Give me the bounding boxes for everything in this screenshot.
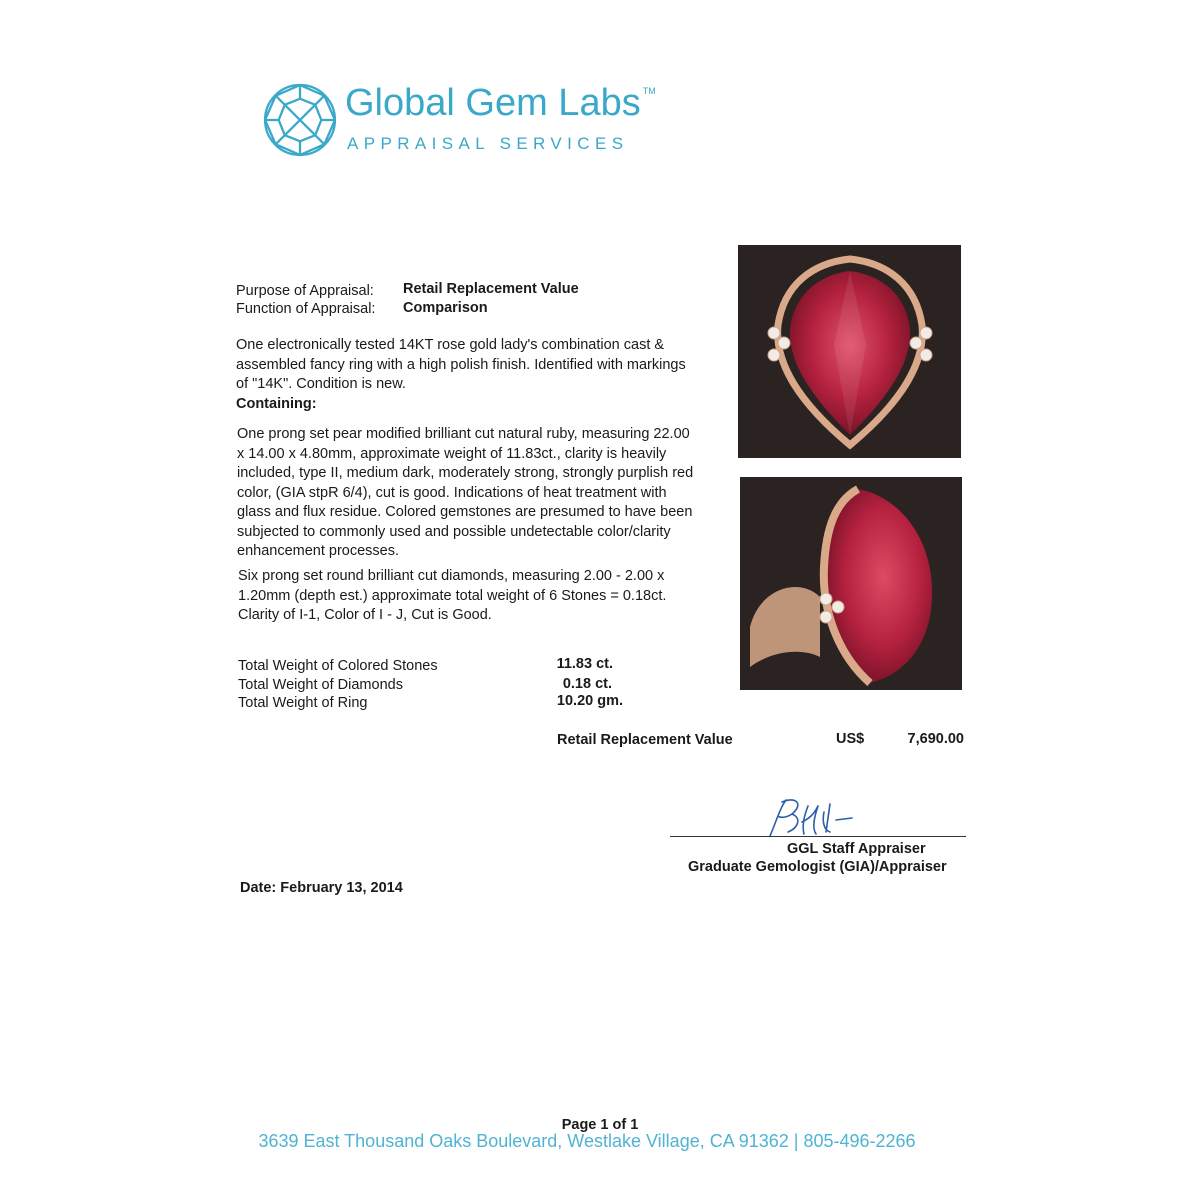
ruby-line: One prong set pear modified brilliant cut natural ruby, measuring 22.00: [237, 426, 690, 442]
ruby-description: [237, 425, 737, 562]
replacement-amount: 7,690.00: [907, 731, 964, 747]
function-value: Comparison: [403, 300, 488, 316]
brand-name: Global Gem Labs ™: [345, 82, 656, 124]
brand-subtitle: APPRAISAL SERVICES: [347, 134, 629, 153]
trademark-mark: TM: [642, 86, 656, 96]
ruby-line: subjected to commonly used and possible undetectable color/clarity: [237, 523, 671, 540]
signature-line: [670, 836, 966, 837]
ruby-line: color, (GIA stpR 6/4), cut is good. Indications of heat treatment with: [237, 484, 667, 501]
description-line: of "14K". Condition is new.: [236, 376, 406, 392]
ring-description: [236, 336, 736, 414]
total-diamonds-value: 0.18 ct.: [562, 676, 612, 692]
replacement-currency: US$: [836, 731, 865, 747]
description-line: assembled fancy ring with a high polish finish. Identified with markings: [236, 356, 686, 373]
diamond-line: Six prong set round brilliant cut diamonds, measuring 2.00 - 2.00 x: [238, 568, 665, 584]
replacement-value-label: Retail Replacement Value: [557, 732, 733, 748]
handwritten-signature: [752, 792, 862, 842]
ruby-line: enhancement processes.: [237, 543, 400, 559]
ring-photo-top-view: [738, 245, 961, 458]
total-diamonds-label: Total Weight of Diamonds: [238, 677, 403, 693]
footer-address: 3639 East Thousand Oaks Boulevard, Westlake Village, CA 91362 | 805-496-2266: [258, 1131, 916, 1151]
total-colored-stones-value: 11.83 ct.: [556, 656, 613, 672]
ruby-line: x 14.00 x 4.80mm, approximate weight of 11.83ct., clarity is heavily: [237, 445, 667, 462]
ring-side-view-image: [740, 477, 962, 690]
appraisal-date: Date: February 13, 2014: [240, 880, 403, 896]
total-colored-stones-label: Total Weight of Colored Stones: [238, 658, 438, 674]
ruby-line: glass and flux residue. Colored gemstones are presumed to have been: [237, 504, 693, 520]
ruby-line: included, type II, medium dark, moderately strong, strongly purplish red: [237, 465, 694, 481]
description-line: One electronically tested 14KT rose gold lady's combination cast &: [236, 337, 665, 353]
gem-logo-icon: [262, 82, 338, 158]
page-number: Page 1 of 1: [561, 1117, 639, 1133]
purpose-label: Purpose of Appraisal:: [236, 283, 374, 299]
ring-photo-side-view: [740, 477, 962, 690]
total-ring-value: 10.20 gm.: [556, 693, 623, 709]
total-ring-label: Total Weight of Ring: [238, 695, 368, 711]
function-label: Function of Appraisal:: [236, 301, 376, 317]
diamond-line: 1.20mm (depth est.) approximate total weight of 6 Stones = 0.18ct.: [238, 587, 667, 604]
purpose-value: Retail Replacement Value: [403, 281, 579, 297]
diamond-description: [238, 567, 738, 626]
appraiser-credentials: Graduate Gemologist (GIA)/Appraiser: [688, 859, 947, 875]
appraiser-title: GGL Staff Appraiser: [787, 841, 926, 857]
diamond-line: Clarity of I-1, Color of I - J, Cut is Good.: [238, 607, 492, 623]
containing-heading: Containing:: [236, 395, 317, 412]
ring-top-view-image: [738, 245, 961, 458]
